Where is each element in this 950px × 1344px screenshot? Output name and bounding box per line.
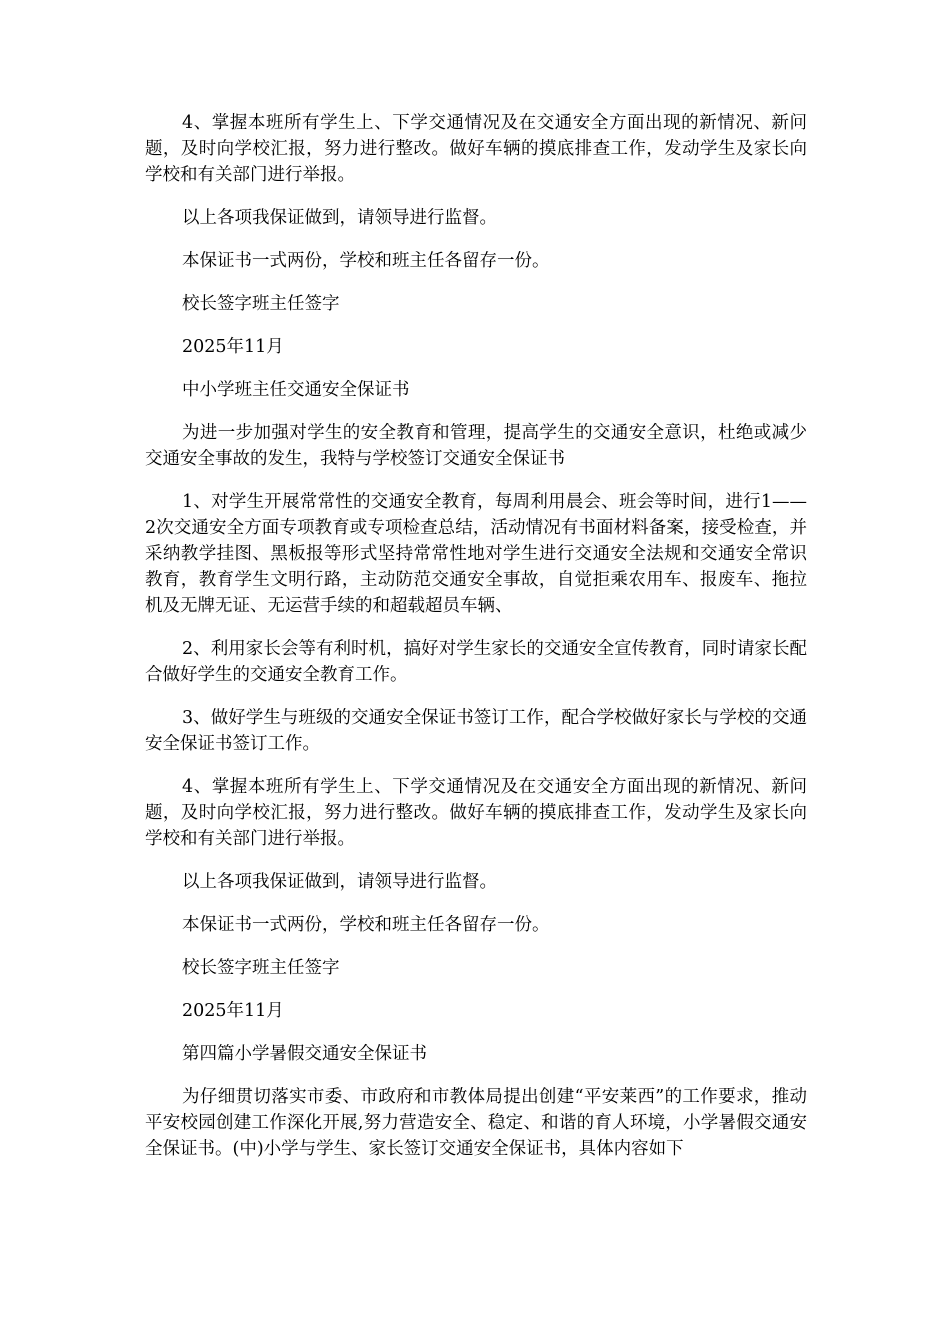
paragraph-date: 2025年11月 [182,1001,284,1021]
paragraph-intro: 为仔细贯切落实市委、市政府和市教体局提出创建“平安莱西”的工作要求，推动平安校园创建工作深化开展,努力营造安全、稳定、和谐的育人环境，小学暑假交通安全保证书。(中)小学与学生、家长签订交通安全保证书，具体内容如下 [145,1087,807,1159]
paragraph-date: 2025年11月 [182,337,284,357]
paragraph-item-4: 4、掌握本班所有学生上、下学交通情况及在交通安全方面出现的新情况、新问题，及时向学校汇报，努力进行整改。做好车辆的摸底排查工作，发动学生及家长向学校和有关部门进行举报。 [145,777,807,849]
section-title: 第四篇小学暑假交通安全保证书 [182,1044,427,1064]
paragraph-guarantee: 以上各项我保证做到，请领导进行监督。 [182,208,497,228]
paragraph-item-4-report: 4、掌握本班所有学生上、下学交通情况及在交通安全方面出现的新情况、新问题，及时向学校汇报，努力进行整改。做好车辆的摸底排查工作，发动学生及家长向学校和有关部门进行举报。 [145,113,807,185]
paragraph-copies: 本保证书一式两份，学校和班主任各留存一份。 [182,251,550,271]
paragraph-intro: 为进一步加强对学生的安全教育和管理，提高学生的交通安全意识，杜绝或减少交通安全事故的发生，我特与学校签订交通安全保证书 [145,423,807,469]
paragraph-item-2: 2、利用家长会等有利时机，搞好对学生家长的交通安全宣传教育，同时请家长配合做好学生的交通安全教育工作。 [145,639,807,685]
document-body [145,110,807,1179]
paragraph-guarantee: 以上各项我保证做到，请领导进行监督。 [182,872,497,892]
paragraph-item-1: 1、对学生开展常常性的交通安全教育，每周利用晨会、班会等时间，进行1——2次交通安全方面专项教育或专项检查总结，活动情况有书面材料备案，接受检查，并采纳教学挂图、黑板报等形式坚持常常性地对学生进行交通安全法规和交通安全常识教育，教育学生文明行路，主动防范交通安全事故，自觉拒乘农用车、报废车、拖拉机及无牌无证、无运营手续的和超载超员车辆、 [145,492,807,616]
paragraph-item-3: 3、做好学生与班级的交通安全保证书签订工作，配合学校做好家长与学校的交通安全保证书签订工作。 [145,708,807,754]
paragraph-signatures: 校长签字班主任签字 [182,958,340,978]
section-title: 中小学班主任交通安全保证书 [182,380,410,400]
paragraph-signatures: 校长签字班主任签字 [182,294,340,314]
paragraph-copies: 本保证书一式两份，学校和班主任各留存一份。 [182,915,550,935]
